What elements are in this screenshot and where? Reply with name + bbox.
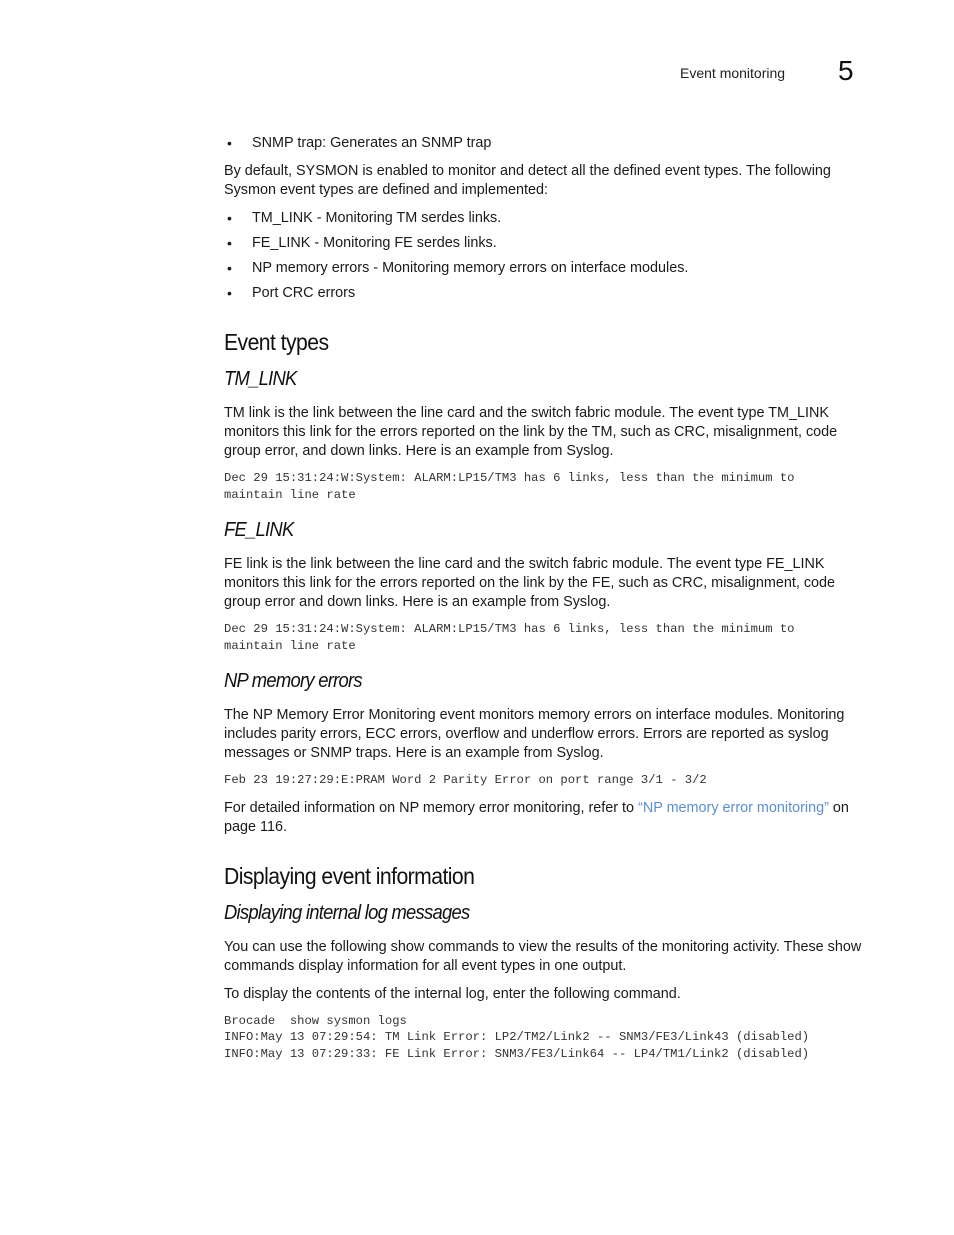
page-body — [224, 134, 874, 1072]
subheading-np-memory-errors: NP memory errors — [224, 670, 362, 692]
np-memory-paragraph: The NP Memory Error Monitoring event monitors memory errors on interface modules. Monitoring includes parity errors, ECC errors, overflow and underflow errors. Errors are reported as syslog messages or SNMP traps. Here is an example from Syslog. — [224, 707, 845, 761]
list-item: • SNMP trap: Generates an SNMP trap — [224, 134, 874, 153]
np-memory-code-example: Feb 23 19:27:29:E:PRAM Word 2 Parity Error on port range 3/1 - 3/2 — [224, 773, 707, 787]
np-memory-monitoring-link[interactable]: “NP memory error monitoring” — [638, 799, 829, 816]
list-item: • FE_LINK - Monitoring FE serdes links. — [224, 234, 874, 253]
internal-log-paragraph-2: To display the contents of the internal log, enter the following command. — [224, 985, 681, 1002]
section-heading-displaying-event-information: Displaying event information — [224, 862, 475, 889]
subheading-internal-log-messages: Displaying internal log messages — [224, 901, 470, 924]
event-type-bullet-list — [224, 209, 874, 303]
list-item: • TM_LINK - Monitoring TM serdes links. — [224, 209, 874, 228]
fe-link-code-example: Dec 29 15:31:24:W:System: ALARM:LP15/TM3 has 6 links, less than the minimum to maintain line rate — [224, 622, 795, 653]
chapter-number: 5 — [838, 55, 854, 86]
list-item: • NP memory errors - Monitoring memory errors on interface modules. — [224, 259, 874, 278]
fe-link-paragraph: FE link is the link between the line card and the switch fabric module. The event type FE_LINK monitors this link for the errors reported on the link by the FE, such as CRC, misalignment, code group error and down links. Here is an example from Syslog. — [224, 556, 836, 610]
internal-log-paragraph-1: You can use the following show commands to view the results of the monitoring activity. These show commands display information for all event types in one output. — [224, 938, 862, 974]
reference-prefix: For detailed information on NP memory error monitoring, refer to — [224, 799, 639, 816]
intro-paragraph: By default, SYSMON is enabled to monitor and detect all the defined event types. The following Sysmon event types are defined and implemented: — [224, 163, 831, 198]
list-item: • Port CRC errors — [224, 284, 874, 303]
tm-link-paragraph: TM link is the link between the line card and the switch fabric module. The event type TM_LINK monitors this link for the errors reported on the link by the TM, such as CRC, misalignment, code group error, and down links. Here is an example from Syslog. — [224, 405, 838, 459]
running-header-section: Event monitoring — [680, 65, 786, 81]
np-memory-reference-paragraph — [224, 799, 874, 837]
section-heading-event-types: Event types — [224, 329, 329, 355]
tm-link-code-example: Dec 29 15:31:24:W:System: ALARM:LP15/TM3 has 6 links, less than the minimum to maintain line rate — [224, 471, 795, 502]
subheading-tm-link: TM_LINK — [224, 368, 297, 390]
intro-bullet-list — [224, 134, 874, 153]
sysmon-logs-code-example: Brocade show sysmon logs INFO:May 13 07:29:54: TM Link Error: LP2/TM2/Link2 -- SNM3/FE3/Link43 (disabled) INFO:May 13 07:29:33: FE Link Error: SNM3/FE3/Link64 -- LP4/TM1/Link2 (disabled) — [224, 1013, 810, 1061]
reference-suffix: on page 116. — [224, 799, 849, 835]
subheading-fe-link: FE_LINK — [224, 519, 294, 541]
